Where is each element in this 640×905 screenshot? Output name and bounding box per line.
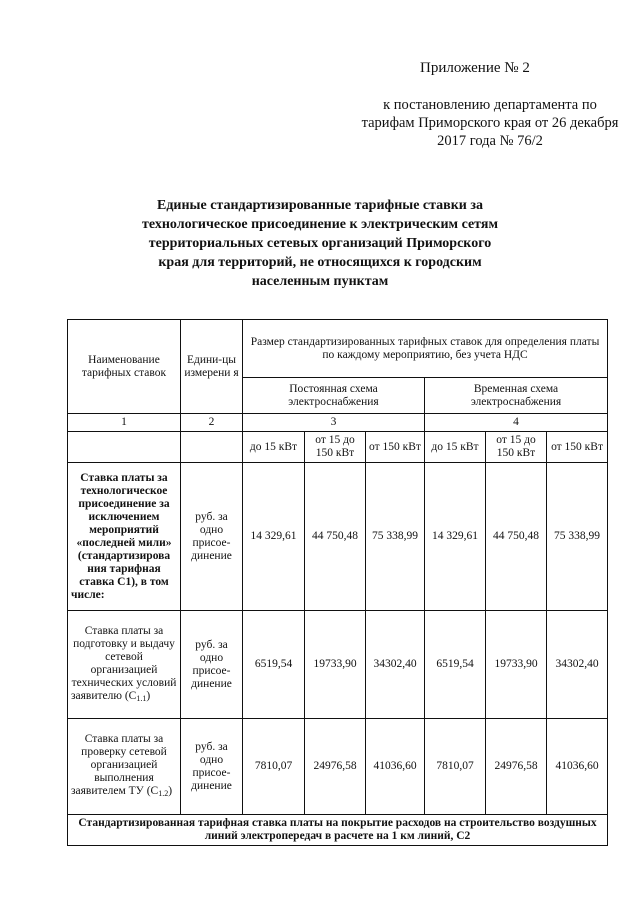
rate-unit: руб. за одно присое-динение <box>181 719 243 815</box>
group-header-permanent: Постоянная схема электроснабжения <box>243 378 425 414</box>
title-line: населенным пунктам <box>251 274 389 289</box>
rate-value: 41036,60 <box>366 719 425 815</box>
title-line: края для территорий, не относящихся к городским <box>158 255 482 270</box>
rate-value: 34302,40 <box>547 611 608 719</box>
col-header-name: Наименование тарифных ставок <box>68 320 181 414</box>
rate-value: 14 329,61 <box>425 463 486 611</box>
rate-value: 41036,60 <box>547 719 608 815</box>
decree-reference <box>360 96 620 150</box>
power-range: до 15 кВт <box>425 432 486 463</box>
table-row <box>68 611 608 719</box>
table-row <box>68 463 608 611</box>
decree-line: от 26 декабря 2017 года № 76/2 <box>437 115 619 149</box>
rate-value: 34302,40 <box>366 611 425 719</box>
power-range: от 15 до 150 кВт <box>305 432 366 463</box>
rate-value: 19733,90 <box>305 611 366 719</box>
rate-value: 7810,07 <box>425 719 486 815</box>
column-number-row <box>68 414 608 432</box>
rate-name-subscript: 1.1 <box>136 693 147 703</box>
rate-name-text: Ставка платы за проверку сетевой организацией выполнения заявителем ТУ (С <box>71 733 167 797</box>
rate-value: 7810,07 <box>243 719 305 815</box>
power-range: до 15 кВт <box>243 432 305 463</box>
appendix-block <box>380 60 600 77</box>
empty-cell <box>181 432 243 463</box>
rate-value: 44 750,48 <box>305 463 366 611</box>
decree-line: к постановлению <box>383 97 491 113</box>
empty-cell <box>68 432 181 463</box>
column-number: 3 <box>243 414 425 432</box>
column-number: 4 <box>425 414 608 432</box>
section-row <box>68 815 608 846</box>
power-range: от 15 до 150 кВт <box>486 432 547 463</box>
decree-line: Приморского края <box>418 115 532 131</box>
power-range: от 150 кВт <box>547 432 608 463</box>
column-number: 1 <box>68 414 181 432</box>
rate-value: 24976,58 <box>486 719 547 815</box>
rate-value: 6519,54 <box>425 611 486 719</box>
rate-value: 75 338,99 <box>547 463 608 611</box>
rate-value: 19733,90 <box>486 611 547 719</box>
rate-name: Ставка платы за технологическое присоединение за исключением мероприятий «последней мили» (стандартизирова ния тарифная ставка С1), в том числе: <box>68 463 181 611</box>
header-row <box>68 320 608 378</box>
rate-value: 14 329,61 <box>243 463 305 611</box>
rate-unit: руб. за одно присое-динение <box>181 611 243 719</box>
rate-name <box>68 719 181 815</box>
rate-value: 6519,54 <box>243 611 305 719</box>
power-range-row <box>68 432 608 463</box>
rate-value: 24976,58 <box>305 719 366 815</box>
rate-name-end: ) <box>146 689 151 702</box>
title-line: технологическое присоединение к электрическим сетям <box>142 217 498 232</box>
rate-unit: руб. за одно присое-динение <box>181 463 243 611</box>
rate-value: 44 750,48 <box>486 463 547 611</box>
title-line: территориальных сетевых организаций Приморского <box>148 236 492 251</box>
document-title <box>110 196 530 291</box>
tariff-rates-table <box>67 319 608 846</box>
group-header-temporary: Временная схема электроснабжения <box>425 378 608 414</box>
rate-name-text: Ставка платы за подготовку и выдачу сетевой организацией технических условий заявителю (С <box>71 624 177 702</box>
power-range: от 150 кВт <box>366 432 425 463</box>
section-heading: Стандартизированная тарифная ставка платы на покрытие расходов на строительство воздушных линий электропередач в расчете на 1 км линий, С2 <box>68 815 608 846</box>
appendix-title: Приложение № 2 <box>420 60 530 76</box>
rate-name-end: ) <box>168 785 173 797</box>
rate-name <box>68 611 181 719</box>
col-header-size: Размер стандартизированных тарифных ставок для определения платы по каждому мероприятию, без учета НДС <box>243 320 608 378</box>
table-row <box>68 719 608 815</box>
title-line: Единые стандартизированные тарифные ставки за <box>157 198 483 213</box>
column-number: 2 <box>181 414 243 432</box>
col-header-unit: Едини-цы измерени я <box>181 320 243 414</box>
rate-name-subscript: 1.2 <box>158 789 169 798</box>
decree-line: департамента по тарифам <box>361 97 597 131</box>
rate-value: 75 338,99 <box>366 463 425 611</box>
